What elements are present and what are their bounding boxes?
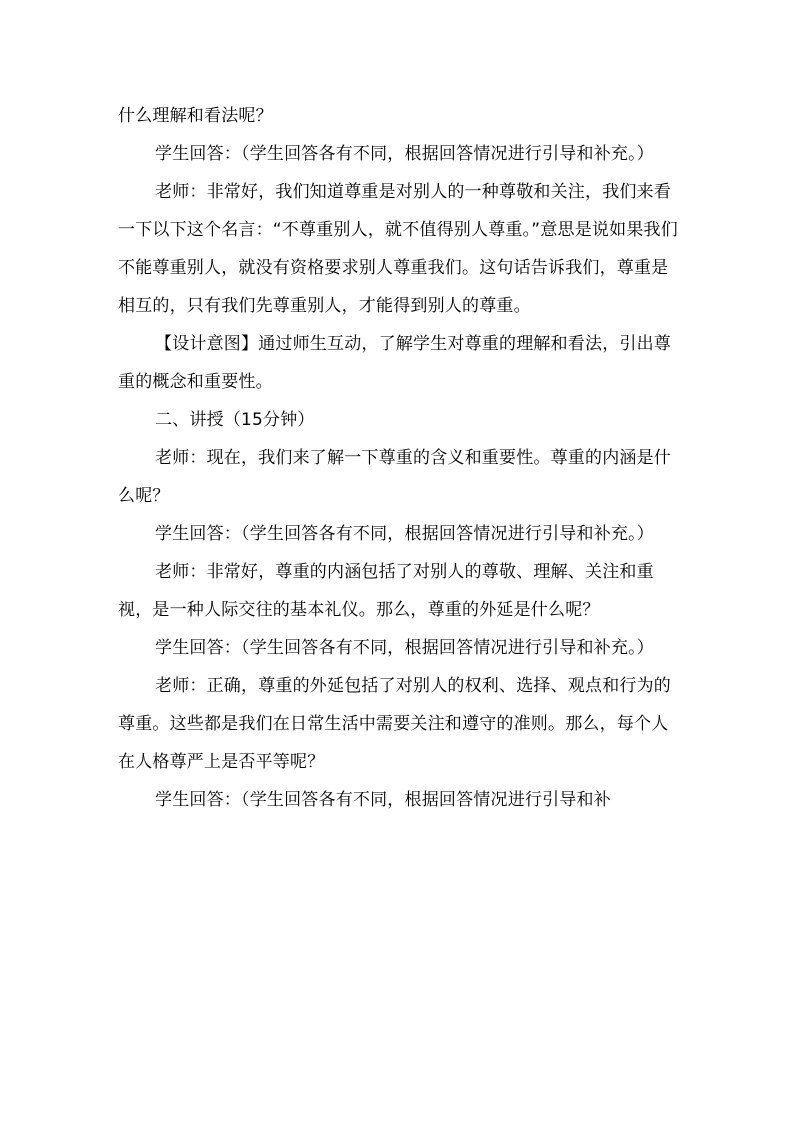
paragraph-student-answer-1: 学生回答：（学生回答各有不同，根据回答情况进行引导和补充。） [155, 144, 654, 164]
document-body [118, 97, 678, 819]
paragraph-teacher-quote: 老师：非常好，我们知道尊重是对别人的一种尊敬和关注，我们来看一下以下这个名言：“不尊重别人，就不值得别人尊重。”意思是说如果我们不能尊重别人，就没有资格要求别人尊重我们。这句话告诉我们，尊重是相互的，只有我们先尊重别人，才能得到别人的尊重。 [118, 182, 678, 316]
paragraph-teacher-meaning: 老师：现在，我们来了解一下尊重的含义和重要性。尊重的内涵是什么呢？ [118, 448, 671, 506]
paragraph-teacher-extension: 老师：正确，尊重的外延包括了对别人的权利、选择、观点和行为的尊重。这些都是我们在日常生活中需要关注和遵守的准则。那么，每个人在人格尊严上是否平等呢？ [118, 676, 671, 772]
paragraph-student-answer-2: 学生回答：（学生回答各有不同，根据回答情况进行引导和补充。） [155, 524, 654, 544]
section-heading-lecture: 二、讲授（15分钟） [155, 410, 315, 430]
paragraph-student-answer-3: 学生回答：（学生回答各有不同，根据回答情况进行引导和补充。） [155, 638, 654, 658]
paragraph-teacher-connotation: 老师：非常好，尊重的内涵包括了对别人的尊敬、理解、关注和重视，是一种人际交往的基本礼仪。那么，尊重的外延是什么呢？ [118, 562, 654, 620]
paragraph-design-intent: 【设计意图】通过师生互动，了解学生对尊重的理解和看法，引出尊重的概念和重要性。 [118, 334, 671, 392]
paragraph-student-answer-4: 学生回答：（学生回答各有不同，根据回答情况进行引导和补 [155, 790, 611, 810]
paragraph-continuation: 什么理解和看法呢？ [118, 106, 273, 126]
